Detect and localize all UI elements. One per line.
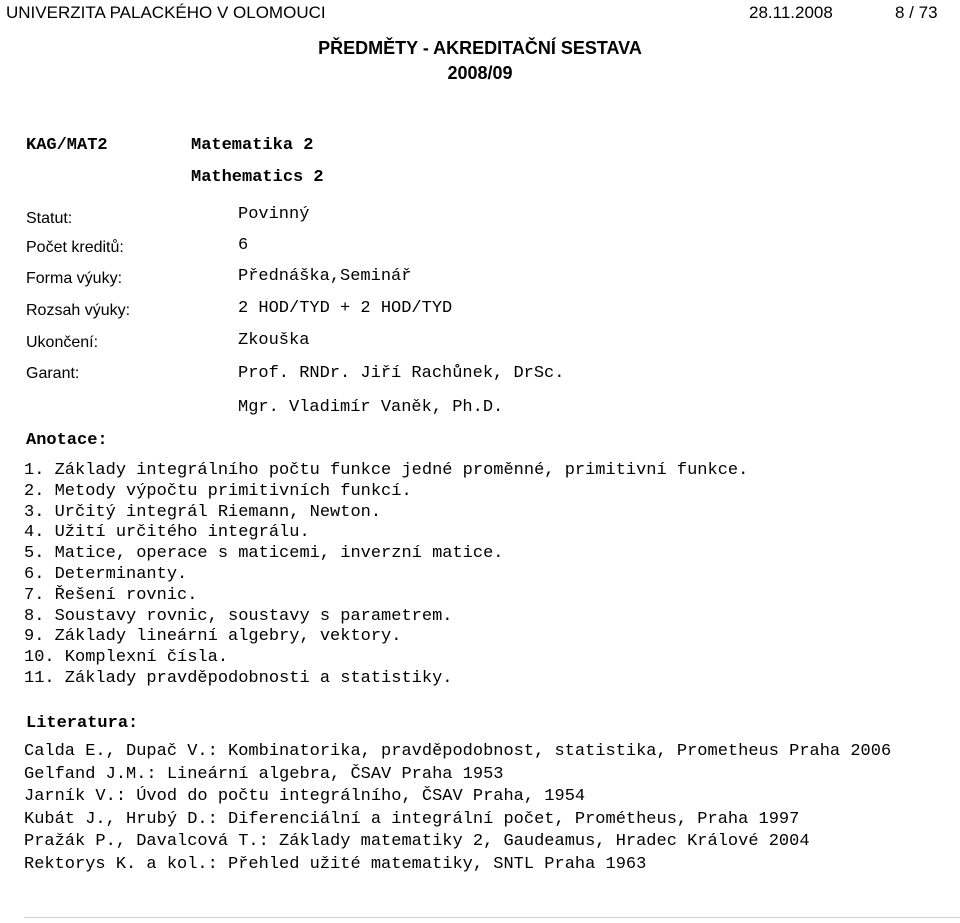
literature-item: Jarník V.: Úvod do počtu integrálního, ČSAV Praha, 1954: [24, 787, 586, 806]
literature-item: Kubát J., Hrubý D.: Diferenciální a integrální počet, Prométheus, Praha 1997: [24, 809, 800, 829]
annotation-item: 6. Determinanty.: [24, 564, 188, 584]
annotation-list: [24, 461, 748, 690]
form-value: Přednáška,Seminář: [238, 267, 412, 286]
annotation-item: 5. Matice, operace s maticemi, inverzní matice.: [24, 544, 504, 564]
status-value: Povinný: [238, 205, 310, 224]
annotation-item: 8. Soustavy rovnic, soustavy s parametrem.: [24, 606, 453, 626]
form-label: Forma výuky:: [26, 270, 123, 287]
university-name: UNIVERZITA PALACKÉHO V OLOMOUCI: [6, 3, 326, 22]
page-number: 8 / 73: [895, 3, 938, 22]
literature-item: Rektorys K. a kol.: Přehled užité matematiky, SNTL Praha 1963: [24, 854, 647, 874]
guarantor-label: Garant:: [26, 365, 80, 382]
annotation-item: 10. Komplexní čísla.: [24, 648, 229, 668]
annotation-item: 7. Řešení rovnic.: [24, 585, 198, 605]
literature-list: [24, 741, 954, 876]
literature-item: Calda E., Dupač V.: Kombinatorika, pravděpodobnost, statistika, Prometheus Praha 2006: [24, 742, 892, 761]
credits-label: Počet kreditů:: [26, 239, 124, 256]
completion-value: Zkouška: [238, 331, 310, 350]
report-title: PŘEDMĚTY - AKREDITAČNÍ SESTAVA: [318, 38, 642, 58]
scope-label: Rozsah výuky:: [26, 302, 131, 319]
annotation-item: 9. Základy lineární algebry, vektory.: [24, 627, 402, 647]
course-name-cz: Matematika 2: [191, 136, 314, 155]
annotation-item: 2. Metody výpočtu primitivních funkcí.: [24, 481, 412, 501]
academic-year: 2008/09: [447, 63, 513, 83]
scope-value: 2 HOD/TYD + 2 HOD/TYD: [238, 299, 453, 318]
credits-value: 6: [238, 236, 249, 255]
annotation-item: 3. Určitý integrál Riemann, Newton.: [24, 502, 382, 522]
annotation-item: 1. Základy integrálního počtu funkce jedné proměnné, primitivní funkce.: [24, 461, 749, 480]
annotation-heading: Anotace:: [26, 431, 108, 450]
completion-label: Ukončení:: [26, 334, 99, 351]
status-label: Statut:: [26, 210, 73, 227]
annotation-item: 11. Základy pravděpodobnosti a statistiky.: [24, 668, 453, 688]
course-name-en: Mathematics 2: [191, 168, 324, 187]
annotation-item: 4. Užití určitého integrálu.: [24, 523, 310, 543]
literature-item: Gelfand J.M.: Lineární algebra, ČSAV Praha 1953: [24, 764, 504, 784]
literature-item: Pražák P., Davalcová T.: Základy matematiky 2, Gaudeamus, Hradec Králové 2004: [24, 832, 810, 851]
report-date: 28.11.2008: [749, 3, 833, 22]
guarantor-secondary: Mgr. Vladimír Vaněk, Ph.D.: [238, 398, 504, 417]
guarantor-primary: Prof. RNDr. Jiří Rachůnek, DrSc.: [238, 364, 565, 383]
literature-heading: Literatura:: [26, 714, 139, 733]
course-code: KAG/MAT2: [26, 136, 108, 155]
page-divider: [24, 917, 960, 918]
